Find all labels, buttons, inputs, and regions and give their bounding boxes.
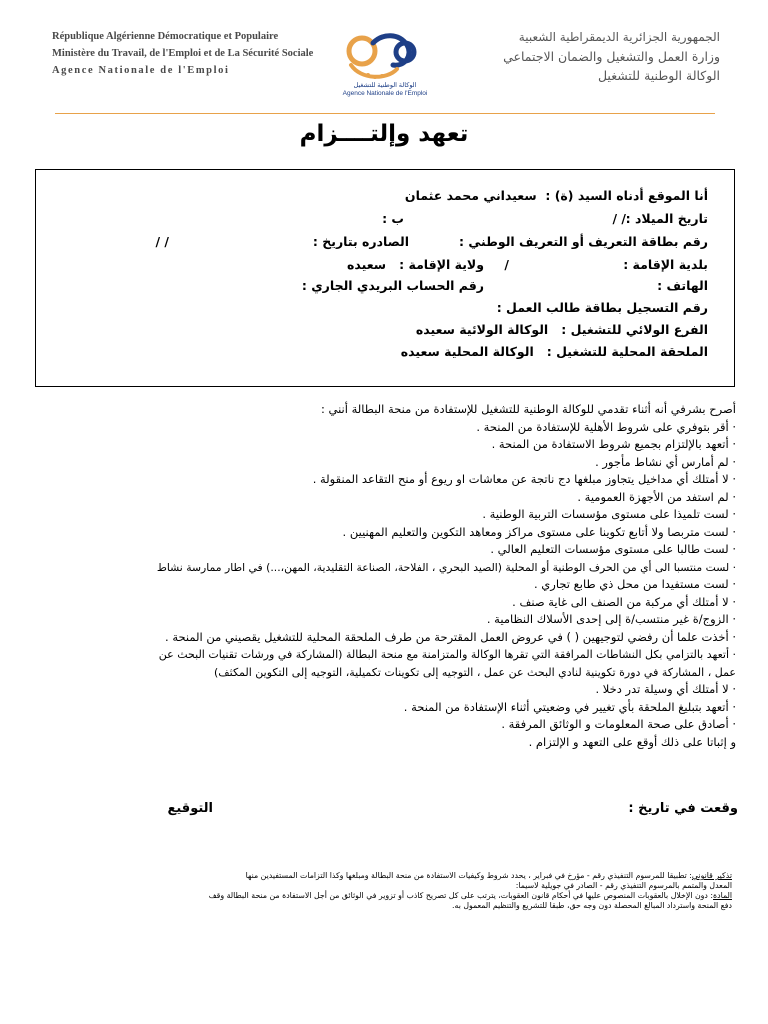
header-fr-line-2: Ministère du Travail, de l'Emploi et de La Sécurité Sociale bbox=[52, 48, 314, 59]
body-line: · لم أمارس أي نشاط مأجور . bbox=[595, 455, 736, 469]
body-line: عمل ، المشاركة في دورة تكوينية لنادي البحث عن عمل ، التوجيه إلى تكوينات تكميلية، التوجيه إلى التكوين المكثف) bbox=[213, 666, 736, 679]
logo-caption-ar: الوكالة الوطنية للتشغيل bbox=[353, 82, 417, 89]
header-fr-line-1: République Algérienne Démocratique et Populaire bbox=[52, 31, 279, 42]
branch-label: الفرع الولائي للتشغيل : bbox=[561, 322, 708, 337]
name-value: سعيداني محمد عثمان bbox=[404, 188, 537, 203]
header-fr-line-3: Agence Nationale de l'Emploi bbox=[52, 65, 230, 76]
birth-date-label: تاريخ الميلاد : bbox=[625, 211, 708, 226]
footnote-line: المعدل والمتمم بالمرسوم التنفيذي رقم - الصادر في جويلية لاسيما: bbox=[515, 881, 732, 890]
birth-date-separators: / / bbox=[612, 211, 626, 226]
header-ar-line-2: وزارة العمل والتشغيل والضمان الاجتماعي bbox=[503, 49, 720, 64]
header-arabic bbox=[420, 28, 720, 85]
signature-label: التوقيع bbox=[167, 801, 213, 816]
footnote-text: : تطبيقا للمرسوم التنفيذي رقم - مؤرخ في فبراير ، يحدد شروط وكيفيات الاستفادة من منحة البطالة ومبلغها وكذا التزامات المستفيدين منها bbox=[245, 871, 692, 880]
article-label: المادة bbox=[713, 891, 732, 900]
article-text: دون الإخلال بالعقوبات المنصوص عليها في أحكام قانون العقوبات، يترتب على كل تصريح كاذب أو تزوير في الوثائق من أجل الاستفادة من منحة البطالة وقف bbox=[208, 891, 708, 900]
body-line: · لست متربصا ولا أتابع تكوينا على مستوى مراكز ومعاهد التكوين والتعليم المهنيين . bbox=[342, 525, 736, 539]
footnote-line: دفع المنحة واسترداد المبالغ المحصلة دون وجه حق، طبقا للتشريع والتنظيم المعمول به. bbox=[452, 901, 732, 910]
commune-separator: / bbox=[504, 257, 509, 272]
body-line: · أخذت علما أن رفضي لتوجيهين ( ) في عروض العمل المقترحة من طرف الملحقة المحلية للتشغيل يقصيني من المنحة . bbox=[165, 630, 736, 644]
header-ar-line-3: الوكالة الوطنية للتشغيل bbox=[597, 68, 720, 83]
body-line: · لم استفد من الأجهزة العمومية . bbox=[577, 490, 736, 504]
id-card-label: رقم بطاقة التعريف أو التعريف الوطني : bbox=[459, 234, 708, 249]
birth-place-label: ب : bbox=[382, 211, 404, 226]
local-label: الملحقة المحلية للتشغيل : bbox=[546, 344, 708, 359]
jobseeker-label: رقم التسجيل بطاقة طالب العمل : bbox=[496, 300, 708, 315]
signature-date-label: وقعت في تاريخ : bbox=[628, 801, 738, 816]
body-line: · لست طالبا على مستوى مؤسسات التعليم العالي . bbox=[490, 542, 736, 556]
logo-caption-fr: Agence Nationale de l'Emploi bbox=[342, 90, 428, 97]
wilaya-row bbox=[347, 257, 484, 273]
body-line: · أتعهد بالإلتزام بجميع شروط الاستفادة من المنحة . bbox=[491, 437, 736, 451]
body-line: أصرح بشرفي أنه أثناء تقدمي للوكالة الوطنية للتشغيل للإستفادة من منحة البطالة أنني : bbox=[320, 402, 736, 416]
id-issued-label: الصادره بتاريخ : bbox=[312, 234, 409, 249]
personal-info-box bbox=[35, 169, 735, 387]
branch-row bbox=[416, 322, 708, 338]
document-title: تعهد وإلتــــزام bbox=[299, 121, 469, 147]
footnote-label: تذكير قانوني bbox=[691, 871, 732, 880]
body-line: و إثباتا على ذلك أوقع على التعهد و الإلتزام . bbox=[528, 735, 736, 749]
commune-label: بلدية الإقامة : bbox=[623, 257, 708, 272]
name-label: أنا الموقع أدناه السيد (ة) : bbox=[545, 188, 708, 203]
header-french bbox=[52, 28, 332, 79]
footnote-line: المادة: دون الإخلال بالعقوبات المنصوص عليها في أحكام قانون العقوبات، يترتب على كل تصريح كاذب أو تزوير في الوثائق من أجل الاستفادة من منحة البطالة وقف bbox=[208, 891, 732, 900]
body-line: · لست مستفيدا من محل ذي طابع تجاري . bbox=[533, 577, 736, 591]
header-ar-line-1: الجمهورية الجزائرية الديمقراطية الشعبية bbox=[518, 30, 720, 44]
phone-label: الهاتف : bbox=[657, 278, 708, 293]
wilaya-label: ولاية الإقامة : bbox=[399, 257, 484, 272]
wilaya-value: سعيده bbox=[347, 257, 387, 272]
ccp-label: رقم الحساب البريدي الجاري : bbox=[301, 278, 484, 293]
body-line: · لا أمتلك أي مداخيل يتجاوز مبلغها دج ناتجة عن معاشات او ريوع أو منح التقاعد المنقولة . bbox=[312, 472, 736, 486]
local-value: الوكالة المحلية سعيده bbox=[400, 344, 534, 359]
body-line: · أصادق على صحة المعلومات و الوثائق المرفقة . bbox=[501, 717, 736, 731]
body-line: · لست منتسبا الى أي من الحرف الوطنية أو المحلية (الصيد البحري ، الفلاحة، الصناعة التقليدية، المهن،...) في اطار ممارسة نشاط bbox=[156, 561, 736, 574]
body-line: · أقر بتوفري على شروط الأهلية للإستفادة من المنحة . bbox=[476, 420, 736, 434]
body-line: · أتعهد بالتزامي بكل النشاطات المرافقة التي تقرها الوكالة والمتزامنة مع منحة البطالة (المشاركة في ورشات تقنيات البحث عن bbox=[158, 648, 736, 661]
body-line: · لا أمتلك أي وسيلة تدر دخلا . bbox=[595, 682, 736, 696]
header-divider bbox=[55, 113, 715, 114]
branch-value: الوكالة الولائية سعيده bbox=[415, 322, 549, 337]
name-row bbox=[405, 188, 708, 204]
body-line: · لست تلميذا على مستوى مؤسسات التربية الوطنية . bbox=[482, 507, 736, 521]
body-line: · الزوج/ة غير منتسب/ة إلى إحدى الأسلاك النظامية . bbox=[486, 612, 736, 626]
body-line: · لا أمتلك أي مركبة من الصنف الى غاية صنف . bbox=[512, 595, 736, 609]
local-row bbox=[401, 344, 708, 360]
body-line: · أتعهد بتبليغ الملحقة بأي تغيير في وضعيتي أثناء الإستفادة من المنحة . bbox=[403, 700, 736, 714]
id-date-separators: / / bbox=[155, 234, 169, 249]
footnote-line bbox=[246, 871, 732, 881]
